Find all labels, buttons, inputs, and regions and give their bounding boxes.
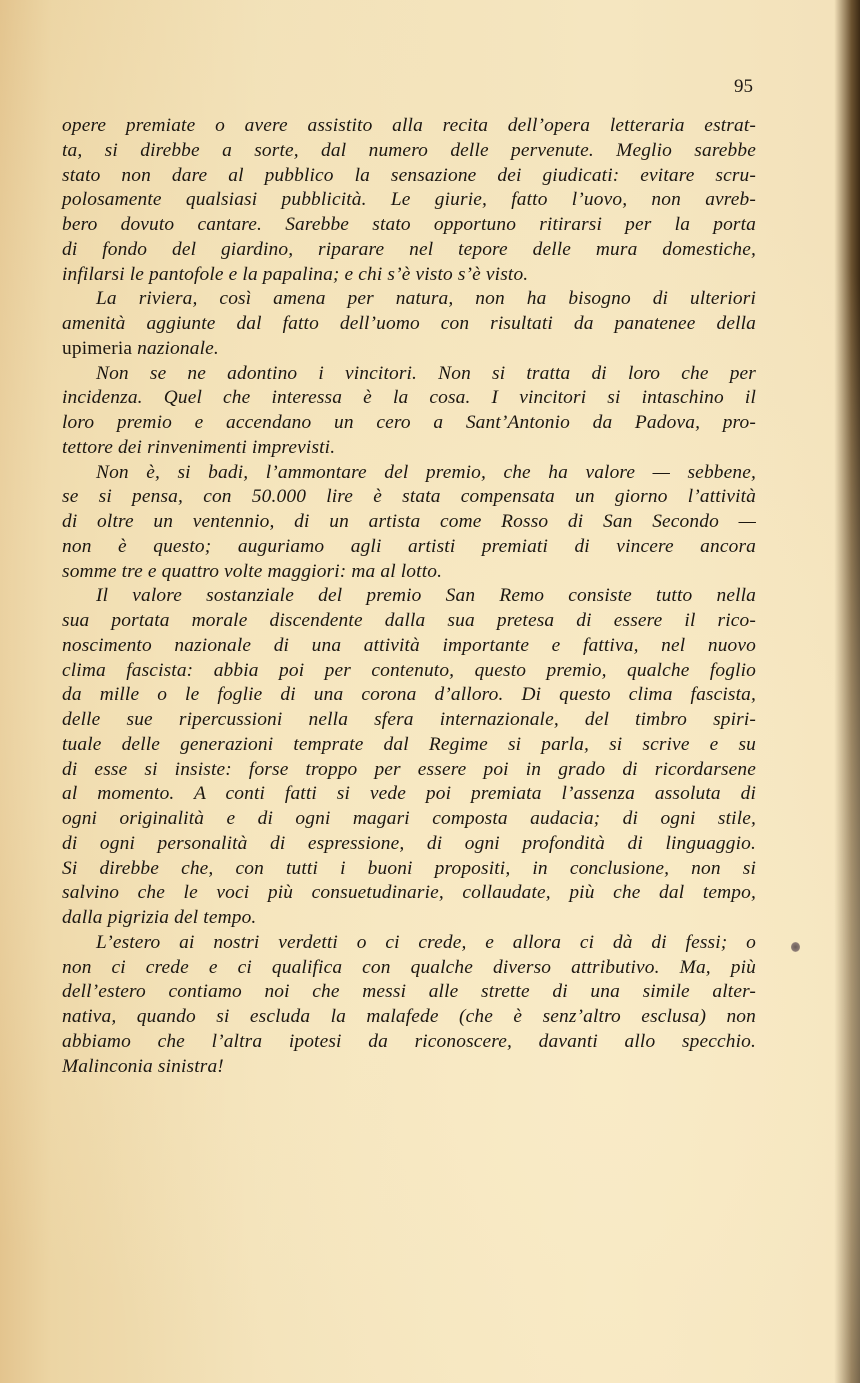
text-line: amenità aggiunte dal fatto dell’uomo con risultati da panatenee della bbox=[62, 313, 756, 334]
text-line: non ci crede e ci qualifica con qualche diverso attributivo. Ma, più bbox=[62, 956, 756, 978]
text-line: di esse si insiste: forse troppo per essere poi in grado di ricordarsene bbox=[62, 758, 756, 780]
text-line: Non è, si badi, l’ammontare del premio, che ha valore — sebbene, bbox=[96, 461, 756, 483]
text-line: Il valore sostanziale del premio San Remo consiste tutto nella bbox=[96, 585, 756, 607]
text-line: al momento. A conti fatti si vede poi premiata l’assenza assoluta di bbox=[62, 783, 756, 805]
text-line: nativa, quando si escluda la malafede (che è senz’altro esclusa) non bbox=[62, 1006, 756, 1027]
paragraph bbox=[62, 584, 756, 931]
text-line: dell’estero contiamo noi che messi alle strette di una simile alter- bbox=[62, 981, 756, 1003]
text-line: opere premiate o avere assistito alla recita dell’opera letteraria estrat- bbox=[62, 115, 756, 136]
page-number: 95 bbox=[734, 76, 753, 97]
text-line: delle sue ripercussioni nella sfera internazionale, del timbro spiri- bbox=[62, 709, 756, 730]
text-line: infilarsi le pantofole e la papalina; e chi s’è visto s’è visto. bbox=[62, 263, 529, 285]
text-line: dalla pigrizia del tempo. bbox=[62, 907, 257, 928]
text-line: stato non dare al pubblico la sensazione dei giudicati: evitare scru- bbox=[62, 164, 756, 186]
text-line: L’estero ai nostri verdetti o ci crede, e allora ci dà di fessi; o bbox=[96, 931, 756, 953]
text-line: tettore dei rinvenimenti imprevisti. bbox=[62, 436, 336, 458]
paragraph bbox=[62, 461, 756, 585]
paragraph bbox=[62, 114, 756, 287]
text-line: ogni originalità e di ogni magari composta audacia; di ogni stile, bbox=[62, 808, 756, 829]
text-line: tuale delle generazioni temprate dal Regime si parla, si scrive e su bbox=[62, 733, 756, 755]
text-line: Malinconia sinistra! bbox=[62, 1055, 224, 1077]
text-line: noscimento nazionale di una attività importante e fattiva, nel nuovo bbox=[62, 634, 756, 656]
text-line: Non se ne adontino i vincitori. Non si tratta di loro che per bbox=[96, 362, 756, 384]
text-line: sua portata morale discendente dalla sua pretesa di essere il rico- bbox=[62, 610, 756, 631]
paragraph bbox=[62, 362, 756, 461]
text-line: se si pensa, con 50.000 lire è stata compensata un giorno l’attività bbox=[62, 486, 756, 508]
text-line: da mille o le foglie di una corona d’alloro. Di questo clima fascista, bbox=[62, 684, 756, 706]
paragraph bbox=[62, 931, 756, 1080]
text-line: non è questo; auguriamo agli artisti premiati di vincere ancora bbox=[62, 535, 756, 557]
paper-stain bbox=[791, 942, 800, 952]
text-line: somme tre e quattro volte maggiori: ma al lotto. bbox=[62, 560, 443, 582]
text-line: incidenza. Quel che interessa è la cosa. I vincitori si intaschino il bbox=[62, 387, 756, 409]
text-line: di oltre un ventennio, di un artista come Rosso di San Secondo — bbox=[62, 511, 756, 532]
text-line: clima fascista: abbia poi per contenuto, questo premio, qualche foglio bbox=[62, 659, 756, 681]
text-line: ta, si direbbe a sorte, dal numero delle pervenute. Meglio sarebbe bbox=[62, 139, 756, 161]
text-line: di ogni personalità di espressione, di ogni profondità di linguaggio. bbox=[62, 832, 756, 854]
text-line: bero dovuto cantare. Sarebbe stato opportuno ritirarsi per la porta bbox=[62, 214, 756, 235]
text-line: abbiamo che l’altra ipotesi da riconoscere, davanti allo specchio. bbox=[62, 1030, 756, 1052]
body-text bbox=[62, 114, 756, 1079]
paragraph bbox=[62, 287, 756, 361]
text-line: loro premio e accendano un cero a Sant’Antonio da Padova, pro- bbox=[62, 412, 756, 433]
text-line: salvino che le voci più consuetudinarie, collaudate, più che dal tempo, bbox=[62, 882, 756, 904]
text-line: Si direbbe che, con tutti i buoni propositi, in conclusione, non si bbox=[62, 857, 756, 879]
roman-word: upimeria bbox=[62, 337, 133, 359]
text-line: La riviera, così amena per natura, non ha bisogno di ulteriori bbox=[96, 288, 756, 310]
text-line: polosamente qualsiasi pubblicità. Le giurie, fatto l’uovo, non avreb- bbox=[62, 189, 756, 211]
text-line: di fondo del giardino, riparare nel tepore delle mura domestiche, bbox=[62, 238, 756, 260]
text-line bbox=[62, 337, 756, 362]
italic-word: nazionale. bbox=[137, 337, 219, 359]
